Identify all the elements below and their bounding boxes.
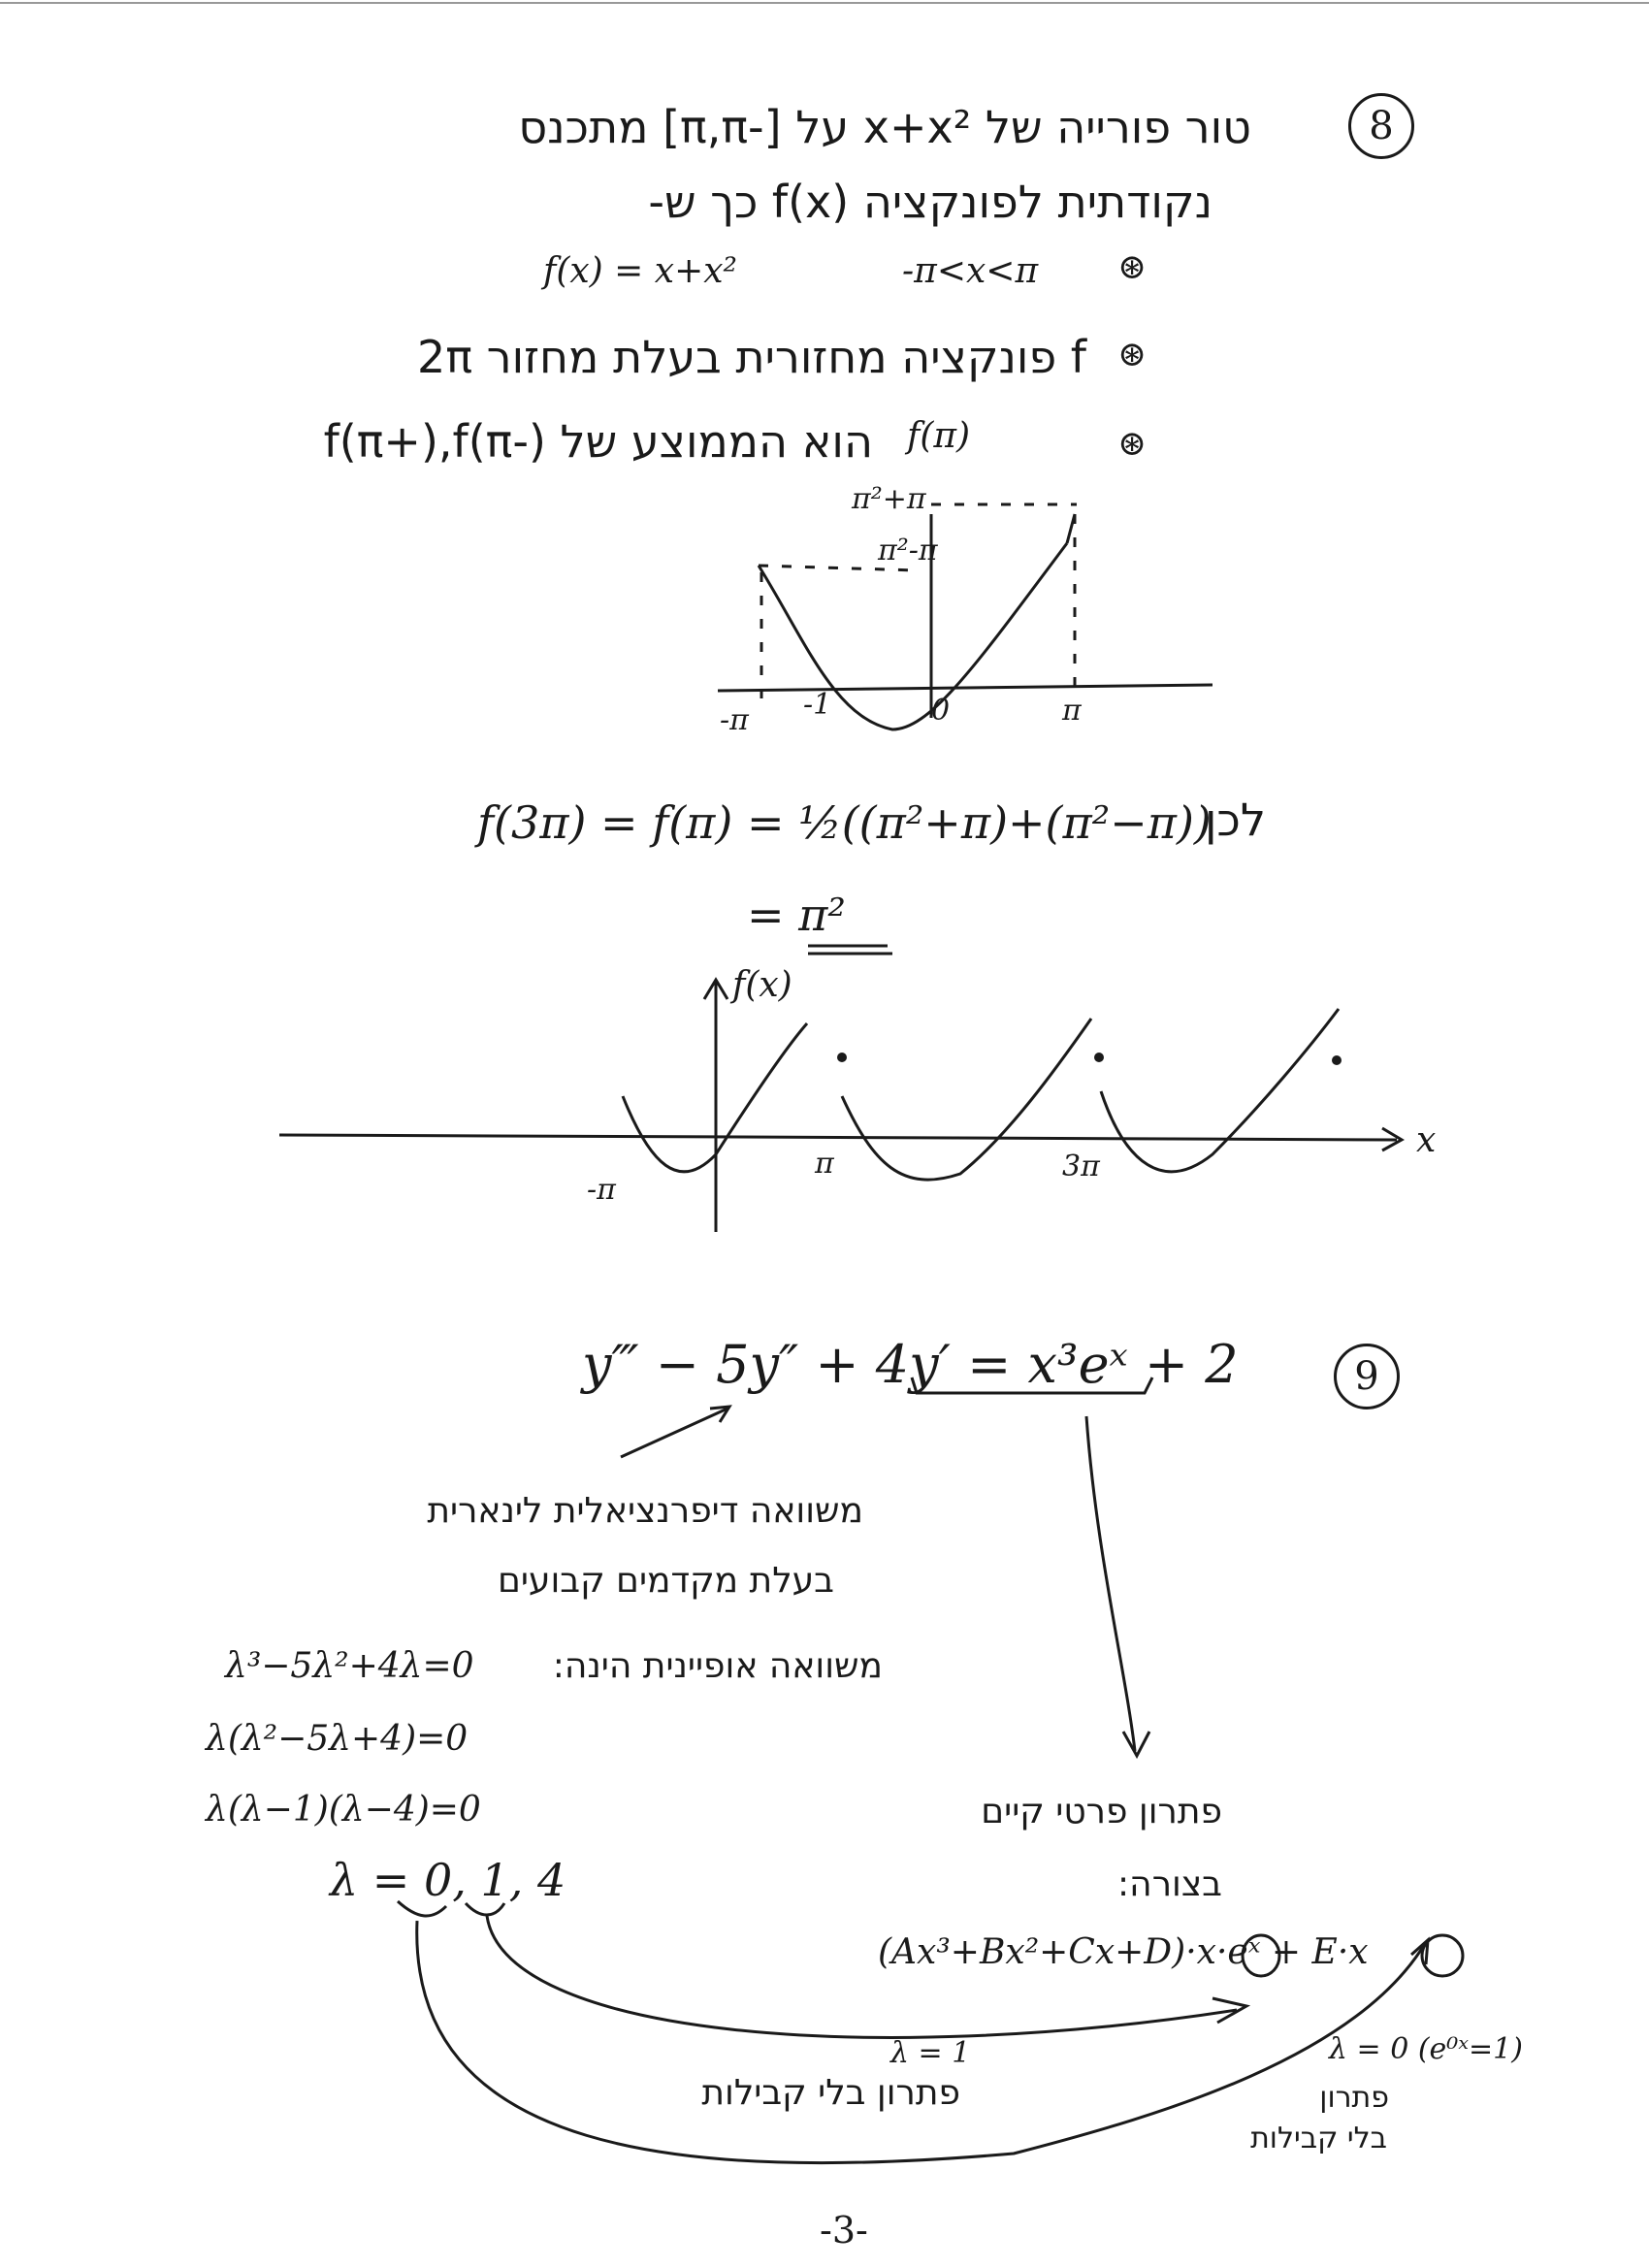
graph2-tick-pi: π (815, 1147, 834, 1181)
bullet2-text: f פונקציה מחזורית בעלת מחזור 2π (417, 331, 1086, 383)
graph-parabola-one-period (718, 504, 1212, 729)
lambda-1-label: λ = 1 (890, 2036, 971, 2070)
arrow-to-ode (621, 1409, 728, 1457)
graph2-point-3pi (1094, 1053, 1104, 1062)
char-eq-label: משוואה אופיינית הינה: (552, 1646, 883, 1686)
graph2-y-label: f(x) (732, 965, 792, 1005)
graph2-x-label: x (1416, 1120, 1437, 1160)
bullet1-formula: f(x) = x+x² (543, 251, 737, 291)
char-eq-3: λ(λ−1)(λ−4)=0 (206, 1790, 481, 1830)
graph1-label-minus1: -1 (803, 688, 832, 722)
graph2-point-pi (837, 1053, 847, 1062)
ode-equation: y‴ − 5y″ + 4y′ = x³eˣ + 2 (582, 1334, 1239, 1395)
arrow-down-head (1123, 1732, 1149, 1756)
bullet-star-3: ⊛ (1117, 424, 1148, 464)
lambda-0-note-2: בלי קבילות (1250, 2122, 1387, 2155)
bullet3-text: הוא הממוצע של f(π+),f(π-) (323, 415, 873, 468)
problem8-line1: טור פורייה של x+x² על [-π,π] מתכנס (518, 101, 1251, 153)
arrow-down-particular (1086, 1416, 1135, 1751)
graph1-label-neg-pi: -π (720, 703, 749, 737)
note-constant-coeffs: בעלת מקדמים קבועים (497, 1561, 834, 1601)
lambda-0-label: λ = 0 (e⁰ˣ=1) (1329, 2032, 1523, 2066)
graph-periodic-extension (279, 980, 1402, 1232)
problem-8-number: 8 (1348, 93, 1414, 159)
particular-label: פתרון פרטי קיים (981, 1792, 1222, 1831)
char-roots: λ = 0, 1, 4 (330, 1854, 566, 1906)
particular-label-2: בצורה: (1117, 1864, 1222, 1904)
lambda-0-note-1: פתרון (1319, 2081, 1389, 2115)
graph1-label-top: π²+π (852, 482, 926, 516)
graph2-point-5pi (1332, 1055, 1342, 1065)
page-number: -3- (820, 2209, 868, 2252)
graph1-x-axis (718, 685, 1212, 691)
problem8-line2: נקודתית לפונקציה f(x) כך ש- (648, 176, 1212, 228)
graph1-label-mid: π²-π (878, 534, 938, 567)
bullet-star-1: ⊛ (1117, 247, 1148, 287)
lachen-word: לכן (1204, 794, 1266, 846)
problem-9-number: 9 (1334, 1344, 1400, 1409)
graph1-label-zero: 0 (931, 694, 951, 728)
char-eq-2: λ(λ²−5λ+4)=0 (206, 1719, 469, 1759)
graph1-label-pi: π (1062, 694, 1082, 728)
equation-result: = π² (747, 889, 846, 941)
particular-form: (Ax³+Bx²+Cx+D)·x·eˣ + E·x (878, 1932, 1369, 1972)
equation-f-3pi: f(3π) = f(π) = ½((π²+π)+(π²−π)) (477, 796, 1212, 849)
graph2-period-3 (1101, 1009, 1339, 1172)
graph2-tick-3pi: 3π (1062, 1150, 1100, 1183)
note-linear-ode: משוואה דיפרנציאלית לינארית (427, 1491, 863, 1531)
circle-x-E-term (1422, 1935, 1463, 1976)
graph2-period-2 (842, 1019, 1091, 1180)
bullet-star-2: ⊛ (1117, 335, 1148, 374)
graph2-tick-neg-pi: -π (587, 1173, 616, 1207)
bullet1-range: -π<x<π (902, 251, 1039, 291)
lambda-1-note: פתרון בלי קבילות (701, 2073, 960, 2113)
char-eq-1: λ³−5λ²+4λ=0 (225, 1646, 474, 1686)
bullet3-lhs: f(π) (907, 416, 971, 456)
